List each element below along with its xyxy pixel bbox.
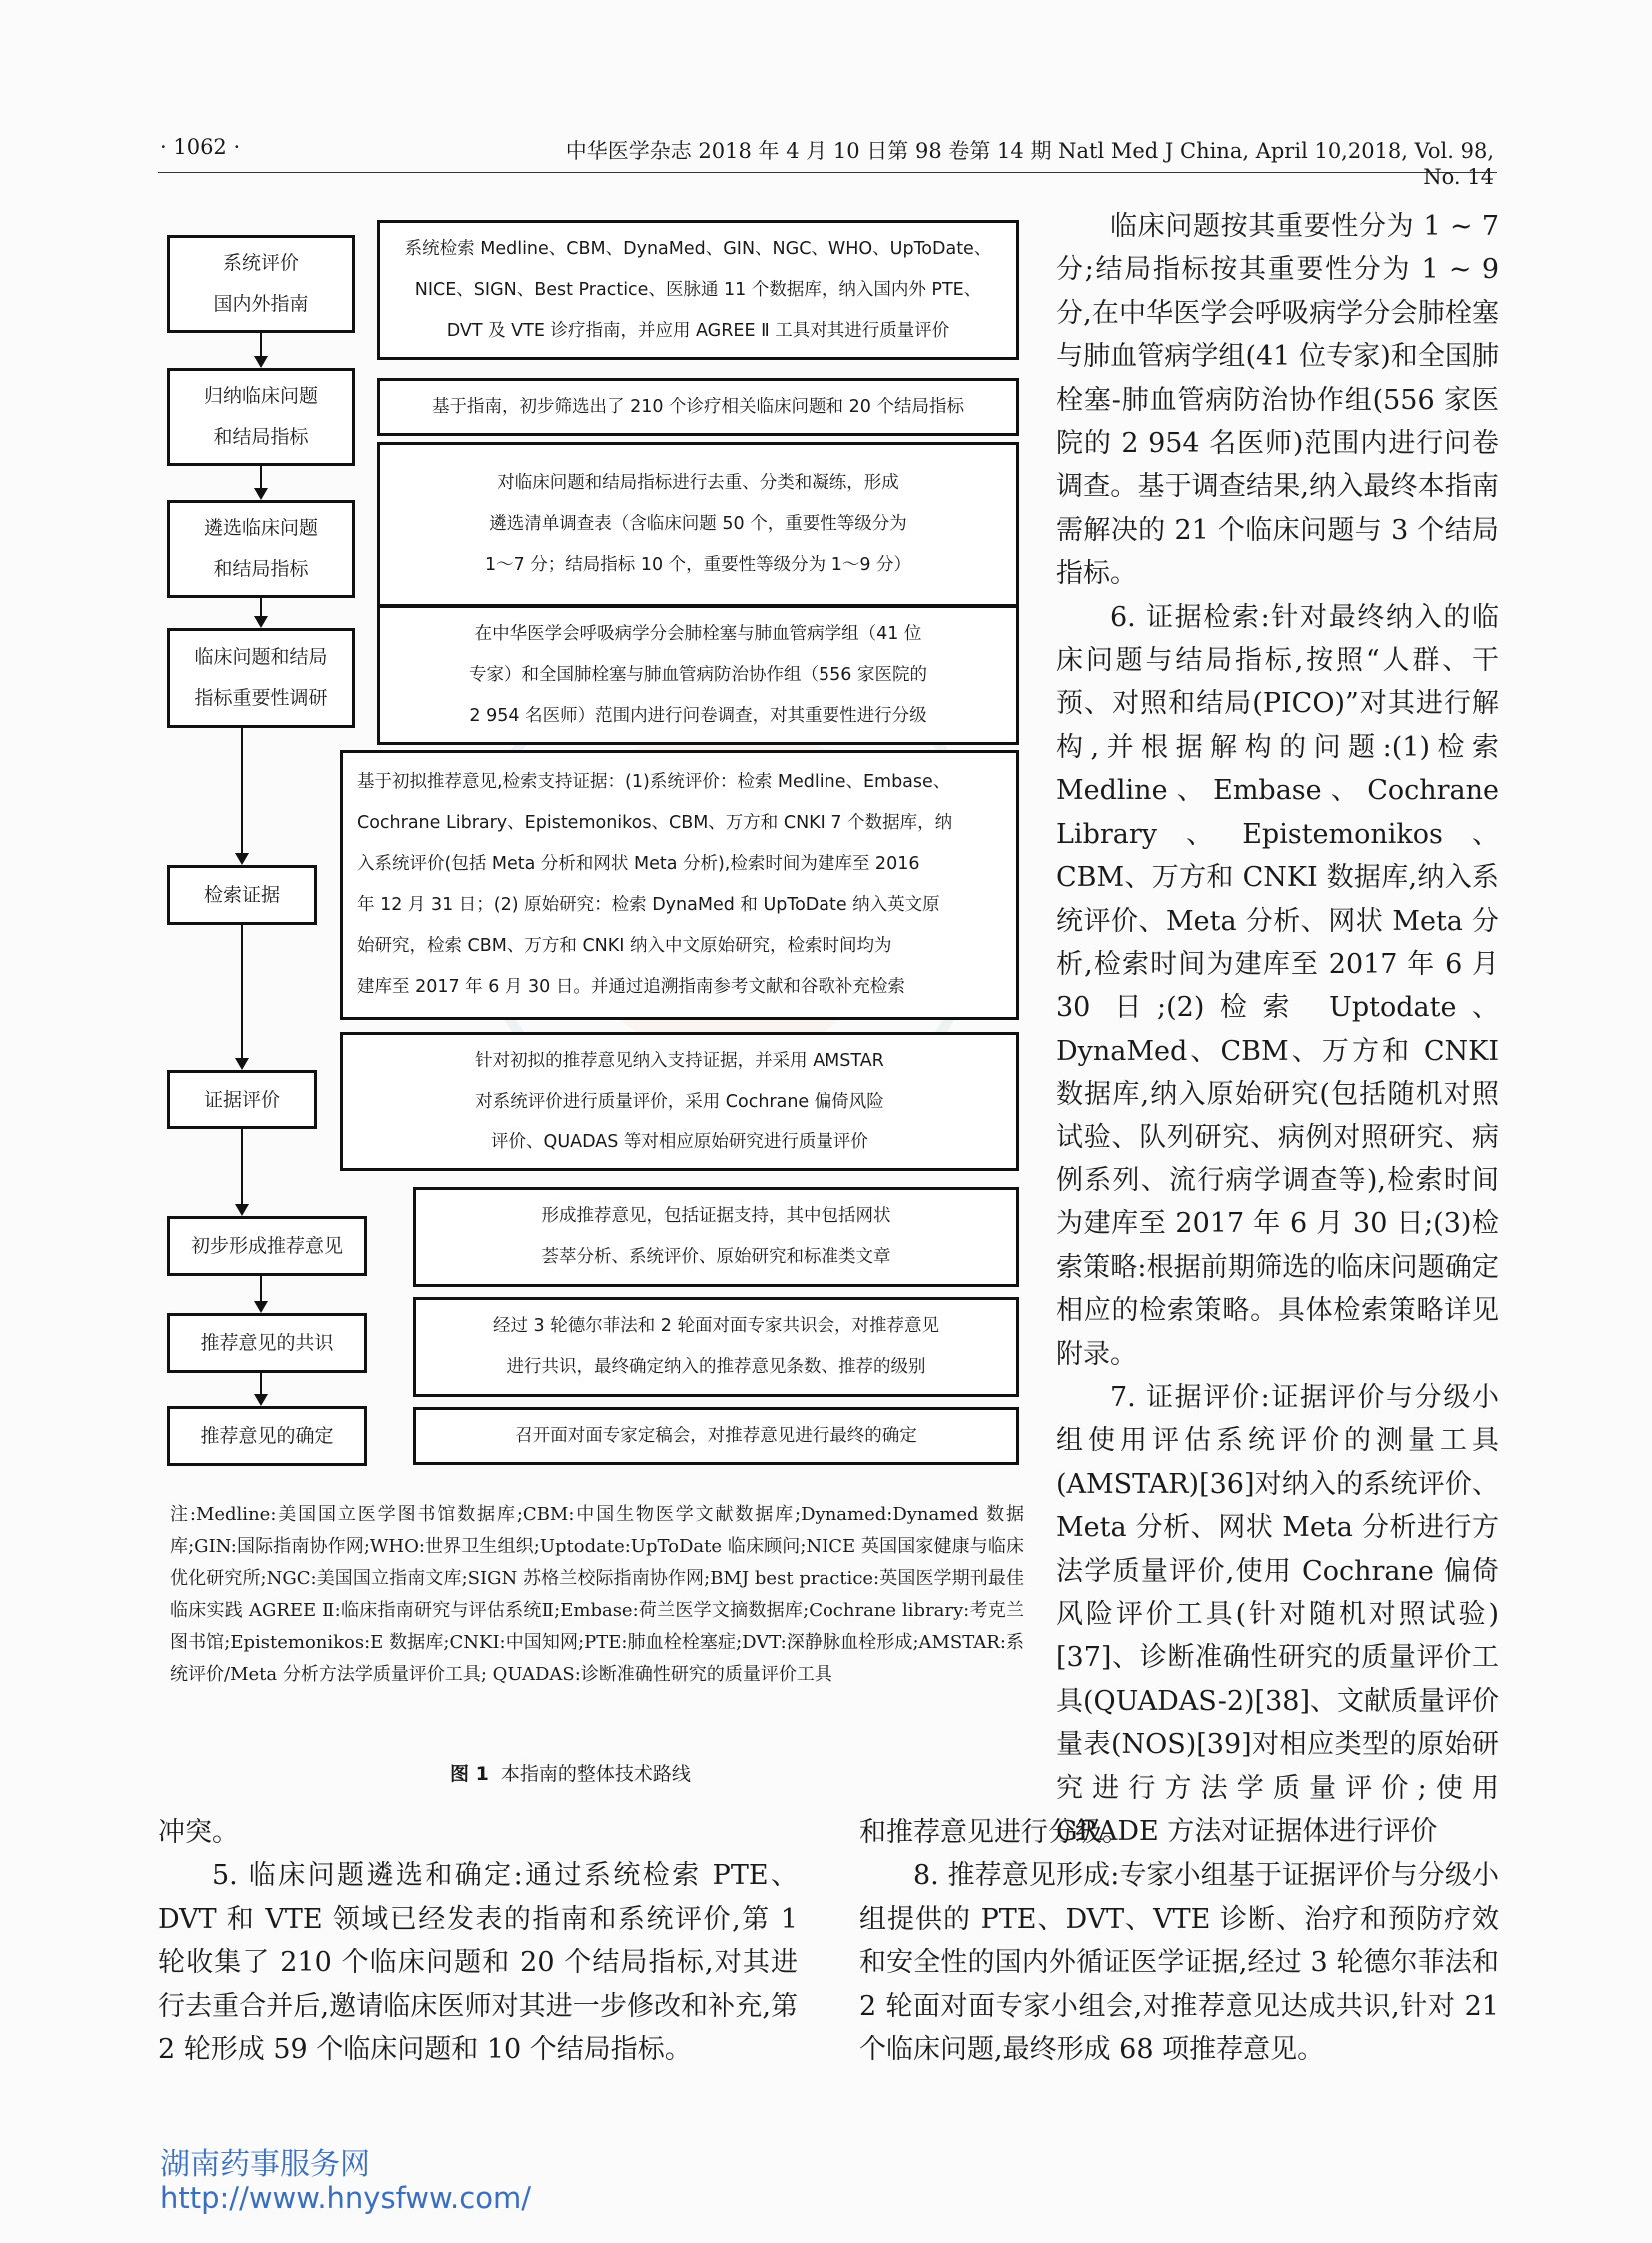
connector	[260, 1276, 262, 1301]
flow-step-8: 推荐意见的共识	[167, 1313, 367, 1373]
arrow-icon	[254, 1394, 268, 1406]
flow-detail-6: 针对初拟的推荐意见纳入支持证据，并采用 AMSTAR 对系统评价进行质量评价，采用 Cochrane 偏倚风险 评价、QUADAS 等对相应原始研究进行质量评价	[340, 1032, 1019, 1171]
flowchart	[155, 210, 1024, 1489]
arrow-icon	[254, 356, 268, 368]
journal-header: 中华医学杂志 2018 年 4 月 10 日第 98 卷第 14 期 Natl Med J China, April 10,2018, Vol. 98, No. 14	[565, 139, 1494, 189]
flow-step-5: 检索证据	[167, 865, 317, 925]
flow-step-7: 初步形成推荐意见	[167, 1216, 367, 1276]
connector	[241, 1129, 243, 1204]
connector	[260, 598, 262, 616]
flow-detail-4: 在中华医学会呼吸病学分会肺栓塞与肺血管病学组（41 位 专家）和全国肺栓塞与肺血管病防治协作组（556 家医院的 2 954 名医师）范围内进行问卷调查，对其重要性进行分级	[377, 605, 1019, 745]
site-name: 湖南药事服务网	[160, 2147, 370, 2182]
figure-caption-label: 图 1	[450, 1763, 489, 1785]
flow-detail-8: 经过 3 轮德尔菲法和 2 轮面对面专家共识会，对推荐意见 进行共识，最终确定纳入的推荐意见条数、推荐的级别	[413, 1297, 1019, 1397]
figure-caption	[450, 1759, 691, 1786]
arrow-icon	[254, 1301, 268, 1313]
figure-caption-text: 本指南的整体技术路线	[500, 1763, 691, 1785]
flow-detail-2: 基于指南，初步筛选出了 210 个诊疗相关临床问题和 20 个结局指标	[377, 378, 1019, 436]
flow-detail-7: 形成推荐意见，包括证据支持，其中包括网状 荟萃分析、系统评价、原始研究和标准类文章	[413, 1187, 1019, 1287]
flow-step-3: 遴选临床问题 和结局指标	[167, 500, 355, 598]
right-column-bottom	[859, 1811, 1499, 2071]
paragraph: 5. 临床问题遴选和确定:通过系统检索 PTE、DVT 和 VTE 领域已经发表的指南和系统评价,第 1 轮收集了 210 个临床问题和 20 个结局指标,对其进行去重合并后,邀请临床医师对其进一步修改和补充,第 2 轮形成 59 个临床问题和 10 个结局指标。	[158, 1860, 798, 2066]
connector	[260, 333, 262, 356]
flow-step-1: 系统评价 国内外指南	[167, 235, 355, 333]
connector	[260, 466, 262, 488]
flow-detail-3: 对临床问题和结局指标进行去重、分类和凝练，形成 遴选清单调查表（含临床问题 50 个，重要性等级分为 1～7 分；结局指标 10 个，重要性等级分为 1～9 分）	[377, 442, 1019, 607]
arrow-icon	[254, 488, 268, 500]
header-rule	[158, 172, 1497, 173]
connector	[241, 925, 243, 1058]
flow-step-6: 证据评价	[167, 1070, 317, 1129]
paragraph: 7. 证据评价:证据评价与分级小组使用评估系统评价的测量工具(AMSTAR)[36]对纳入的系统评价、Meta 分析、网状 Meta 分析进行方法学质量评价,使用 Cochrane 偏倚风险评价工具(针对随机对照试验)[37]、诊断准确性研究的质量评价工具(QUADAS-2)[38]、文献质量评价量表(NOS)[39]对相应类型的原始研究进行方法学质量评价;使用 GRADE 方法对证据体进行评价	[1056, 1381, 1499, 1848]
flow-step-4: 临床问题和结局 指标重要性调研	[167, 628, 355, 728]
flow-detail-5: 基于初拟推荐意见,检索支持证据：(1)系统评价：检索 Medline、Embase、 Cochrane Library、Epistemonikos、CBM、万方和 CNKI 7 个数据库，纳 入系统评价(包括 Meta 分析和网状 Meta 分析),检索时间为建库至 2016 年 12 月 31 日；(2) 原始研究：检索 DynaMed 和 UpToDate 纳入英文原 始研究，检索 CBM、万方和 CNKI 纳入中文原始研究，检索时间均为 建库至 2017 年 6 月 30 日。并通过追溯指南参考文献和谷歌补充检索	[340, 750, 1019, 1020]
right-column-top	[1056, 205, 1499, 1853]
flow-step-9: 推荐意见的确定	[167, 1406, 367, 1466]
paragraph: 和推荐意见进行分级。	[859, 1817, 1129, 1848]
connector	[260, 1373, 262, 1394]
figure-note: 注:Medline:美国国立医学图书馆数据库;CBM:中国生物医学文献数据库;Dynamed:Dynamed 数据库;GIN:国际指南协作网;WHO:世界卫生组织;Uptodate:UpToDate 临床顾问;NICE 英国国家健康与临床优化研究所;NGC:美国国立指南文库;SIGN 苏格兰校际指南协作网;BMJ best practice:英国医学期刊最佳临床实践 AGREE Ⅱ:临床指南研究与评估系统Ⅱ;Embase:荷兰医学文摘数据库;Cochrane library:考克兰图书馆;Epistemonikos:E 数据库;CNKI:中国知网;PTE:肺血栓栓塞症;DVT:深静脉血栓形成;AMSTAR:系统评价/Meta 分析方法学质量评价工具; QUADAS:诊断准确性研究的质量评价工具	[170, 1504, 1024, 1685]
arrow-icon	[235, 853, 249, 865]
page-number: · 1062 ·	[160, 135, 241, 159]
connector	[241, 728, 243, 853]
paragraph: 临床问题按其重要性分为 1 ~ 7 分;结局指标按其重要性分为 1 ~ 9 分,在中华医学会呼吸病学分会肺栓塞与肺血管病学组(41 位专家)和全国肺栓塞-肺血管病防治协作组(556 家医院的 2 954 名医师)范围内进行问卷调查。基于调查结果,纳入最终本指南需解决的 21 个临床问题与 3 个结局指标。	[1056, 211, 1499, 590]
paragraph: 6. 证据检索:针对最终纳入的临床问题与结局指标,按照“人群、干预、对照和结局(PICO)”对其进行解构,并根据解构的问题:(1)检索 Medline、Embase、Cochrane Library、Epistemonikos、CBM、万方和 CNKI 数据库,纳入系统评价、Meta 分析、网状 Meta 分析,检索时间为建库至 2017 年 6 月 30 日;(2)检索 Uptodate、DynaMed、CBM、万方和 CNKI 数据库,纳入原始研究(包括随机对照试验、队列研究、病例对照研究、病例系列、流行病学调查等),检索时间为建库至 2017 年 6 月 30 日;(3)检索策略:根据前期筛选的临床问题确定相应的检索策略。具体检索策略详见附录。	[1056, 601, 1499, 1370]
flow-detail-1: 系统检索 Medline、CBM、DynaMed、GIN、NGC、WHO、UpToDate、 NICE、SIGN、Best Practice、医脉通 11 个数据库，纳入国内外 PTE、 DVT 及 VTE 诊疗指南，并应用 AGREE Ⅱ 工具对其进行质量评价	[377, 220, 1019, 360]
left-column	[158, 1811, 798, 2071]
arrow-icon	[235, 1204, 249, 1216]
paragraph: 冲突。	[158, 1817, 239, 1848]
flow-step-2: 归纳临床问题 和结局指标	[167, 368, 355, 466]
site-url-link[interactable]: http://www.hnysfww.com/	[160, 2181, 531, 2215]
arrow-icon	[254, 616, 268, 628]
flow-detail-9: 召开面对面专家定稿会，对推荐意见进行最终的确定	[413, 1407, 1019, 1465]
arrow-icon	[235, 1058, 249, 1070]
paragraph: 8. 推荐意见形成:专家小组基于证据评价与分级小组提供的 PTE、DVT、VTE 诊断、治疗和预防疗效和安全性的国内外循证医学证据,经过 3 轮德尔菲法和 2 轮面对面专家小组会,对推荐意见达成共识,针对 21 个临床问题,最终形成 68 项推荐意见。	[859, 1860, 1499, 2066]
